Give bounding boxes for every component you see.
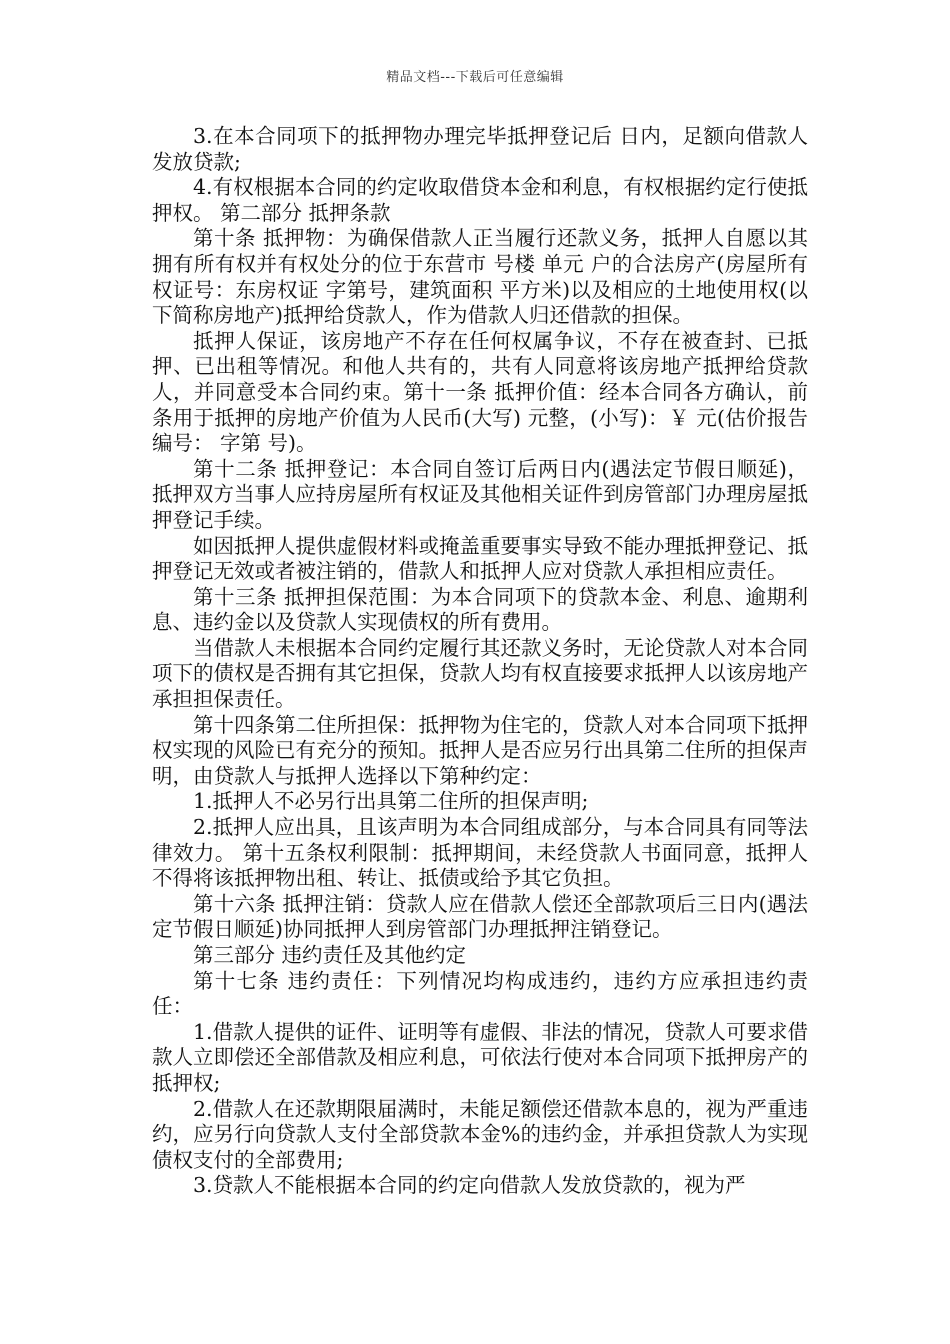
paragraph-article-14: 第十四条第二住所担保：抵押物为住宅的，贷款人对本合同项下抵押权实现的风险已有充分的预知。抵押人是否应另行出具第二住所的担保声明，由贷款人与抵押人选择以下第种约定： <box>152 712 808 788</box>
paragraph-breach-1: 1.借款人提供的证件、证明等有虚假、非法的情况，贷款人可要求借款人立即偿还全部借款及相应利息，可依法行使对本合同项下抵押房产的抵押权; <box>152 1019 808 1095</box>
paragraph-article-10: 第十条 抵押物：为确保借款人正当履行还款义务，抵押人自愿以其拥有所有权并有权处分的位于东营市 号楼 单元 户的合法房产(房屋所有权证号：东房权证 字第号，建筑面积 平方米)以及相应的土地使用权(以下简称房地产)抵押给贷款人，作为借款人归还借款的担保。 <box>152 226 808 328</box>
paragraph-breach-2: 2.借款人在还款期限届满时，未能足额偿还借款本息的，视为严重违约，应另行向贷款人支付全部贷款本金%的违约金，并承担贷款人为实现债权支付的全部费用; <box>152 1096 808 1172</box>
paragraph-borrower-default: 当借款人未根据本合同约定履行其还款义务时，无论贷款人对本合同项下的债权是否拥有其它担保，贷款人均有权直接要求抵押人以该房地产承担担保责任。 <box>152 635 808 712</box>
paragraph-article-13: 第十三条 抵押担保范围：为本合同项下的贷款本金、利息、逾期利息、违约金以及贷款人实现债权的所有费用。 <box>152 584 808 635</box>
paragraph-option-1: 1.抵押人不必另行出具第二住所的担保声明; <box>193 789 589 814</box>
document-body <box>152 124 808 1199</box>
paragraph-clause-3: 3.在本合同项下的抵押物办理完毕抵押登记后 日内，足额向借款人发放贷款; <box>152 124 808 174</box>
section-heading-part-3: 第三部分 违约责任及其他约定 <box>193 943 467 967</box>
paragraph-false-materials: 如因抵押人提供虚假材料或掩盖重要事实导致不能办理抵押登记、抵押登记无效或者被注销的，借款人和抵押人应对贷款人承担相应责任。 <box>152 533 808 584</box>
paragraph-article-17: 第十七条 违约责任：下列情况均构成违约，违约方应承担违约责任： <box>152 968 808 1019</box>
paragraph-clause-4: 4.有权根据本合同的约定收取借贷本金和利息，有权根据约定行使抵押权。 第二部分 抵押条款 <box>152 175 808 225</box>
paragraph-article-16: 第十六条 抵押注销：贷款人应在借款人偿还全部款项后三日内(遇法定节假日顺延)协同抵押人到房管部门办理抵押注销登记。 <box>152 891 808 942</box>
page-header: 精品文档---下载后可任意编辑 <box>386 70 564 85</box>
paragraph-option-2-article-15: 2.抵押人应出具，且该声明为本合同组成部分，与本合同具有同等法律效力。 第十五条权利限制：抵押期间，未经贷款人书面同意，抵押人不得将该抵押物出租、转让、抵债或给予其它负担。 <box>152 815 808 891</box>
paragraph-breach-3: 3.贷款人不能根据本合同的约定向借款人发放贷款的，视为严 <box>193 1173 746 1198</box>
paragraph-article-12: 第十二条 抵押登记：本合同自签订后两日内(遇法定节假日顺延)，抵押双方当事人应持房屋所有权证及其他相关证件到房管部门办理房屋抵押登记手续。 <box>152 456 808 532</box>
paragraph-guarantee-article-11: 抵押人保证，该房地产不存在任何权属争议，不存在被查封、已抵押、已出租等情况。和他人共有的，共有人同意将该房地产抵押给贷款人，并同意受本合同约束。第十一条 抵押价值：经本合同各方确认，前条用于抵押的房地产价值为人民币(大写) 元整，(小写)：￥ 元(估价报告编号： 字第 号)。 <box>152 328 808 456</box>
